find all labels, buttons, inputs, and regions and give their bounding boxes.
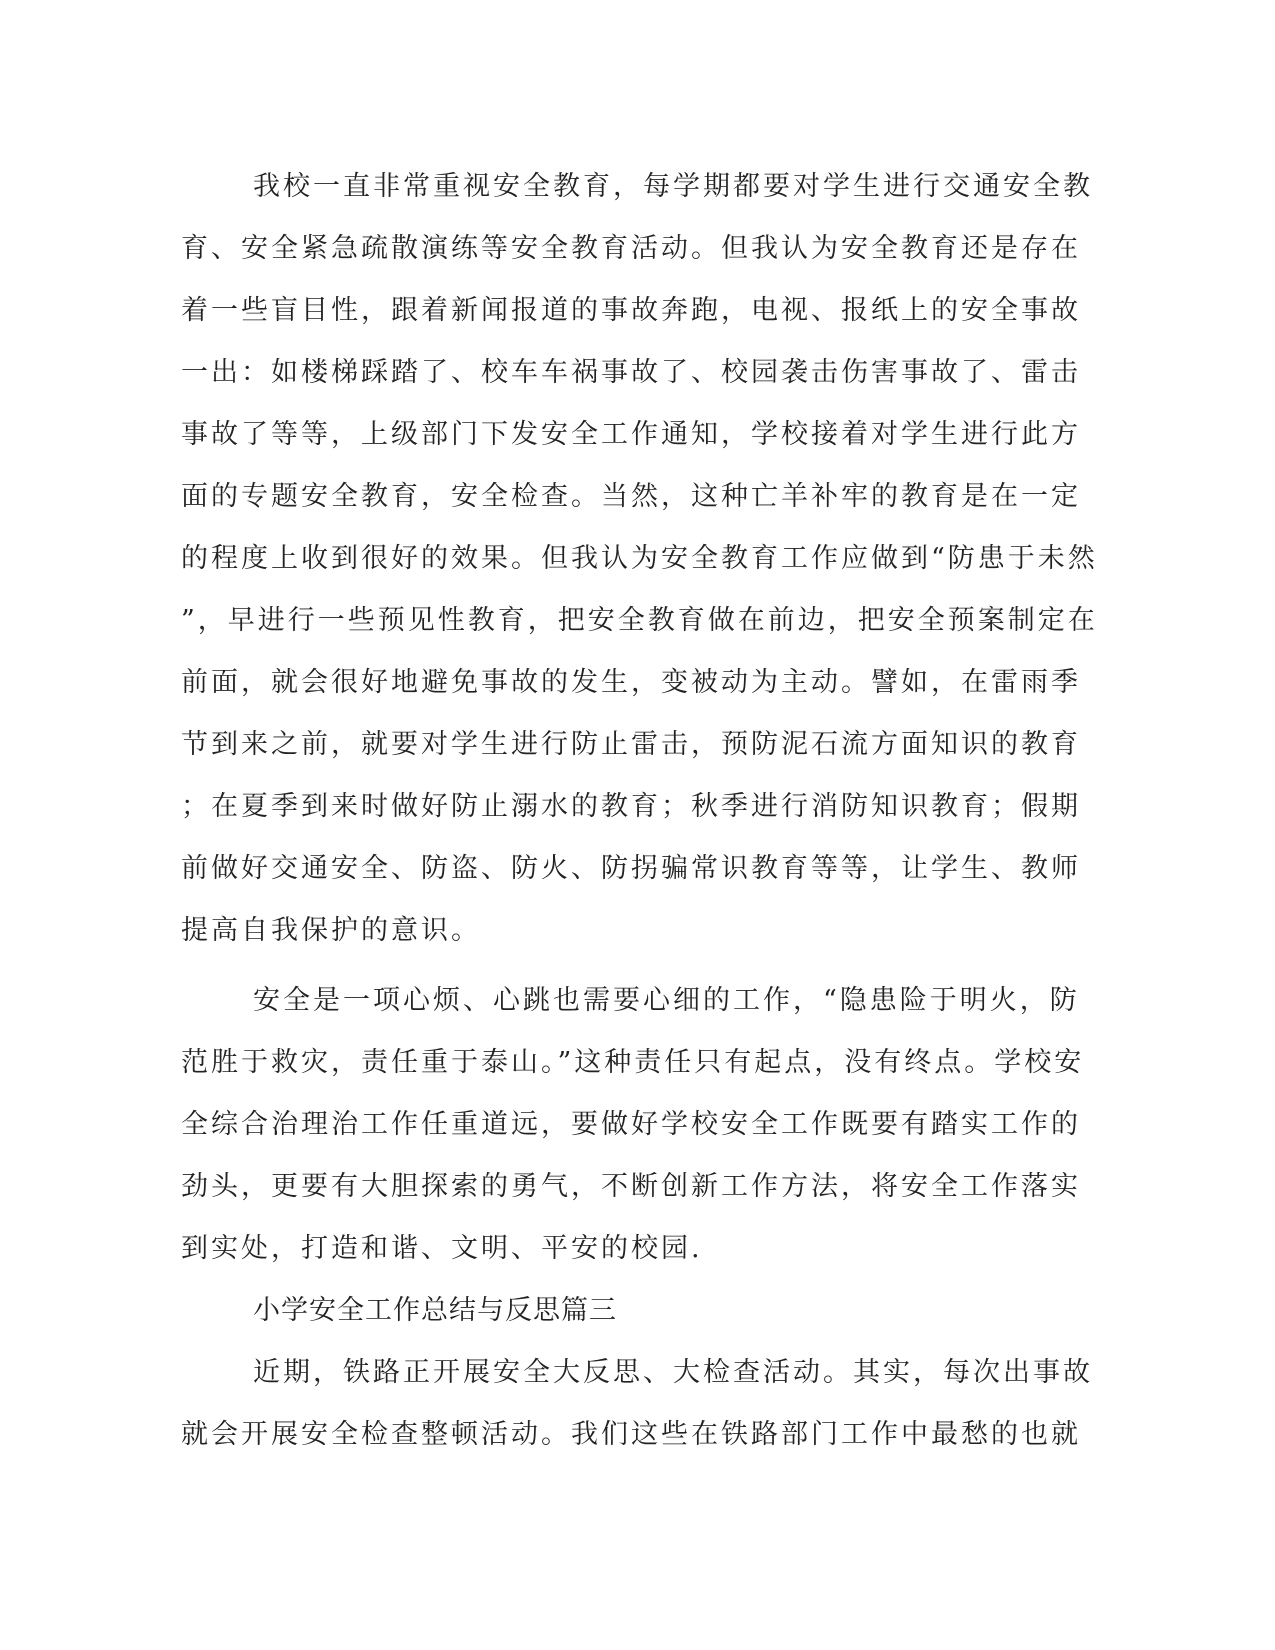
text-line: 节到来之前，就要对学生进行防止雷击，预防泥石流方面知识的教育 bbox=[181, 729, 1081, 760]
text-line: 事故了等等，上级部门下发安全工作通知，学校接着对学生进行此方 bbox=[181, 419, 1081, 450]
text-line: 前做好交通安全、防盗、防火、防拐骗常识教育等等，让学生、教师 bbox=[181, 853, 1081, 884]
paragraph-1 bbox=[181, 156, 1098, 962]
text-line: 的程度上收到很好的效果。但我认为安全教育工作应做到“防患于未然 bbox=[181, 543, 1098, 574]
text-line: 劲头，更要有大胆探索的勇气，不断创新工作方法，将安全工作落实 bbox=[181, 1171, 1081, 1202]
document-body bbox=[181, 156, 1098, 1466]
text-line: 一出：如楼梯踩踏了、校车车祸事故了、校园袭击伤害事故了、雷击 bbox=[181, 357, 1081, 388]
text-line: ”，早进行一些预见性教育，把安全教育做在前边，把安全预案制定在 bbox=[181, 605, 1098, 636]
section-heading: 小学安全工作总结与反思篇三 bbox=[253, 1295, 617, 1326]
text-line: 面的专题安全教育，安全检查。当然，这种亡羊补牢的教育是在一定 bbox=[181, 481, 1081, 512]
text-line: 到实处，打造和谐、文明、平安的校园. bbox=[181, 1233, 703, 1264]
text-line: 着一些盲目性，跟着新闻报道的事故奔跑，电视、报纸上的安全事故 bbox=[181, 295, 1081, 326]
text-line: 提高自我保护的意识。 bbox=[181, 915, 481, 946]
text-line: 育、安全紧急疏散演练等安全教育活动。但我认为安全教育还是存在 bbox=[181, 233, 1081, 264]
text-line: 安全是一项心烦、心跳也需要心细的工作，“隐患险于明火，防 bbox=[253, 985, 1080, 1016]
paragraph-2 bbox=[181, 970, 1085, 1280]
text-line: 我校一直非常重视安全教育，每学期都要对学生进行交通安全教 bbox=[253, 171, 1093, 202]
text-line: 前面，就会很好地避免事故的发生，变被动为主动。譬如，在雷雨季 bbox=[181, 667, 1081, 698]
text-line: 范胜于救灾，责任重于泰山。”这种责任只有起点，没有终点。学校安 bbox=[181, 1047, 1085, 1078]
text-line: 就会开展安全检查整顿活动。我们这些在铁路部门工作中最愁的也就 bbox=[181, 1419, 1081, 1450]
text-line: ；在夏季到来时做好防止溺水的教育；秋季进行消防知识教育；假期 bbox=[181, 791, 1081, 822]
paragraph-3 bbox=[181, 1342, 1093, 1466]
text-line: 近期，铁路正开展安全大反思、大检查活动。其实，每次出事故 bbox=[253, 1357, 1093, 1388]
text-line: 全综合治理治工作任重道远，要做好学校安全工作既要有踏实工作的 bbox=[181, 1109, 1081, 1140]
